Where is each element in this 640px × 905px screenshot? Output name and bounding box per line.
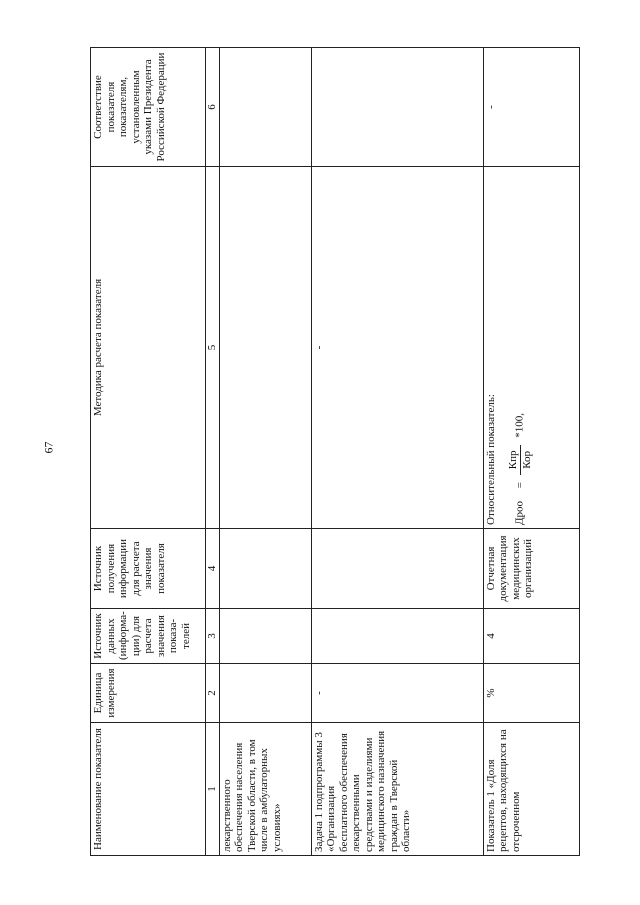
header-data-source: Источник данных (информа- ции) для расчета значения показа- телей (91, 609, 206, 664)
column-number: 6 (206, 48, 220, 167)
row-compliance (311, 48, 483, 167)
row-unit (219, 664, 311, 723)
column-numbers-row (206, 48, 220, 856)
row-info-source (219, 529, 311, 609)
formula-fraction (507, 445, 533, 476)
row-unit: % (483, 664, 580, 723)
row-compliance: - (483, 48, 580, 167)
column-number: 1 (206, 723, 220, 856)
formula-numerator: Кпр (507, 445, 521, 476)
formula-equals: = (513, 482, 526, 489)
table-row (219, 48, 311, 856)
indicators-table (90, 47, 580, 856)
row-info-source: Отчетная документация медицинских организаций (483, 529, 580, 609)
row-data-source (311, 609, 483, 664)
row-name: Задача 1 подпрограммы 3 «Организация бесплатного обеспечения лекарственными средствами и изделиями медицинского назначения граждан в Тверской области» (311, 723, 483, 856)
row-method (219, 167, 311, 529)
header-info-source: Источник получения информации для расчета значения показателя (91, 529, 206, 609)
table-sheet (90, 48, 580, 856)
column-number: 3 (206, 609, 220, 664)
header-compliance: Соответствие показателя показателям, установленным указами Президента Российской Федерации (91, 48, 206, 167)
table-row (311, 48, 483, 856)
row-data-source (219, 609, 311, 664)
header-method: Методика расчета показателя (91, 167, 206, 529)
method-description: Относительный показатель: (484, 394, 497, 525)
table-row (483, 48, 580, 856)
header-row (91, 48, 206, 856)
column-number: 5 (206, 167, 220, 529)
formula (507, 170, 533, 525)
formula-denominator: Кор (520, 451, 533, 469)
page-number: 67 (41, 441, 56, 454)
formula-multiplier: *100, (513, 413, 526, 438)
header-name: Наименование показателя (91, 723, 206, 856)
row-data-source: 4 (483, 609, 580, 664)
header-unit: Единица измерения (91, 664, 206, 723)
column-number: 4 (206, 529, 220, 609)
row-info-source (311, 529, 483, 609)
row-name: Показатель 1 «Доля рецептов, находящихся на отсроченном (483, 723, 580, 856)
column-number: 2 (206, 664, 220, 723)
rotated-table-container (90, 48, 580, 856)
row-unit: - (311, 664, 483, 723)
formula-lhs: Дроо (513, 500, 526, 525)
row-name: лекарственного обеспечения населения Тверской области, в том числе в амбулаторных условиях» (219, 723, 311, 856)
row-compliance (219, 48, 311, 167)
row-method-cell (483, 167, 580, 529)
row-method: - (311, 167, 483, 529)
